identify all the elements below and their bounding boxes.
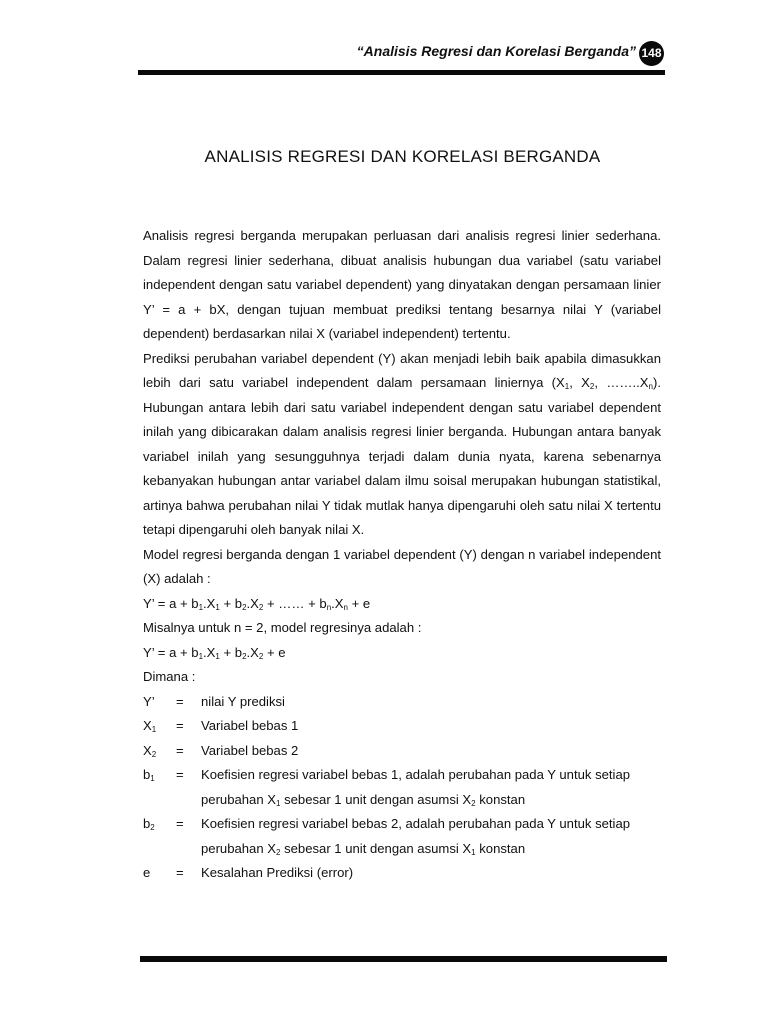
definition-b1: $b_1$ = Koefisien regresi variabel bebas 1, adalah perubahan pada Y untuk setiap perubahan $X_1$ sebesar 1 unit dengan asumsi $X_2$ konstan bbox=[143, 767, 631, 808]
page-number-badge: 148 bbox=[639, 41, 664, 66]
document-title: ANALISIS REGRESI DAN KORELASI BERGANDA bbox=[204, 147, 601, 166]
definition-e: e = Kesalahan Prediksi (error) bbox=[143, 865, 354, 880]
equation-general: Y’ = $a + b_1.X_1 + b_2.X_2$ + …… + $b_n.X_n + e$ bbox=[143, 595, 371, 612]
document-body bbox=[143, 224, 661, 886]
example-line: Misalnya untuk n = 2, model regresinya adalah : bbox=[143, 620, 422, 635]
running-header: “Analisis Regresi dan Korelasi Berganda” bbox=[356, 43, 636, 59]
header-rule bbox=[138, 70, 665, 75]
definition-x2: $X_2$ = Variabel bebas 2 bbox=[143, 742, 299, 759]
paragraph-intro: Analisis regresi berganda merupakan perluasan dari analisis regresi linier sederhana. Dalam regresi linier sederhana, dibuat analisis hubungan dua variabel (satu variabel independent dengan satu variabel dependent) yang dinyatakan dengan persamaan linier Y’ = a + bX, dengan tujuan membuat prediksi tentang besarnya nilai Y (variabel dependent) berdasarkan nilai X (variabel independent) tertentu. bbox=[143, 228, 661, 341]
paragraph-model: Model regresi berganda dengan 1 variabel dependent (Y) dengan n variabel independent (X) adalah : bbox=[143, 546, 661, 586]
where-label: Dimana : bbox=[143, 669, 196, 684]
definition-x1: $X_1$ = Variabel bebas 1 bbox=[143, 718, 299, 734]
definition-y: Y’ = nilai Y prediksi bbox=[143, 693, 285, 709]
definition-b2: $b_2$ = Koefisien regresi variabel bebas 2, adalah perubahan pada Y untuk setiap perubahan $X_2$ sebesar 1 unit dengan asumsi $X_1$ konstan bbox=[143, 816, 631, 857]
paragraph-prediction: Prediksi perubahan variabel dependent (Y) akan menjadi lebih baik apabila dimasukkan lebih dari satu variabel independent dalam persamaan liniernya ($X_1$, $X_2$, $\dots\dots..X_n$). Hubungan antara lebih dari satu variabel independent dengan satu variabel dependent inilah yang dibicarakan dalam analisis regresi linier berganda. Hubungan antara banyak variabel inilah yang sesungguhnya terjadi dalam dunia nyata, karena sebenarnya kebanyakan hubungan antar variabel dalam ilmu soisal merupakan hubungan statistikal, artinya bahwa perubahan nilai Y tidak mutlak hanya dipengaruhi oleh satu nilai X tertentu tetapi dipengaruhi oleh banyak nilai X. bbox=[143, 350, 661, 537]
equation-n2: Y’ = $a + b_1.X_1 + b_2.X_2 + e$ bbox=[143, 644, 286, 661]
footer-rule bbox=[140, 956, 667, 962]
